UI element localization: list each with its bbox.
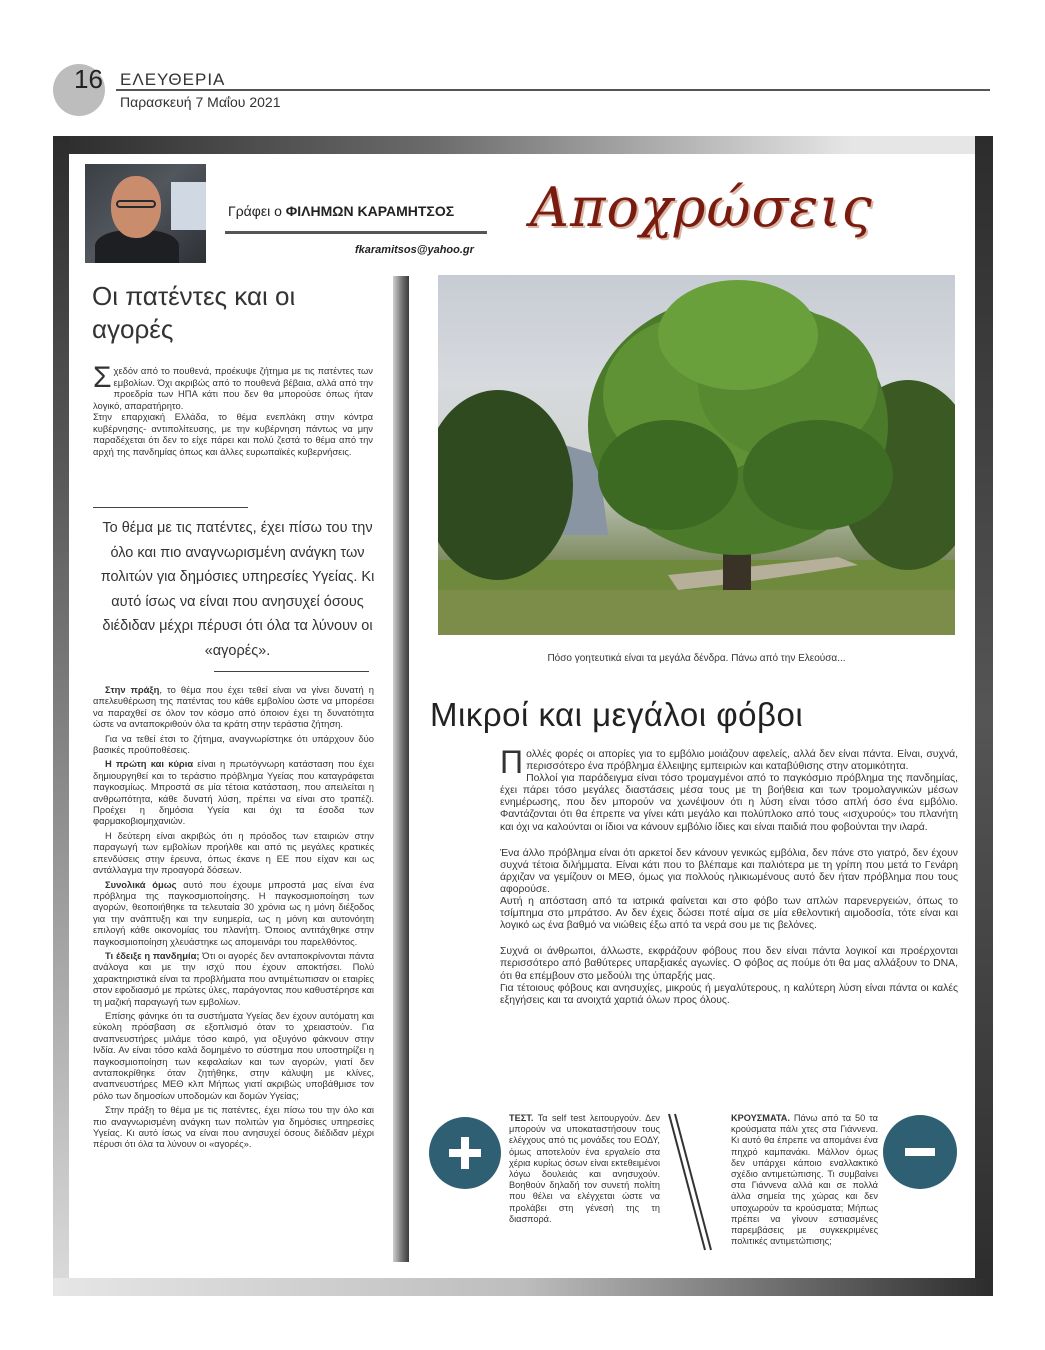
cases-box-inset [731, 1113, 878, 1247]
test-text: Τα self test λειτουργούν. Δεν μπορούν να υποκαταστήσουν τους ελέγχους από τις μονάδες του ΕΟΔΥ, όμως αποτελούν ένα εργαλείο στα χέρια κυρίως όσων είναι εκτεθειμένοι λόγω δουλειάς και ανησυχούν. Βοηθούν δηλαδή τον συνετή πολίτη που θέλει να ελέγχεται ώστε να προλάβει στη γένεσή της τη διασπορά. [509, 1113, 661, 1224]
paragraph-lead-bold: Συνολικά όμως [105, 878, 177, 890]
byline-rule [225, 231, 487, 234]
test-box [429, 1113, 660, 1225]
paragraph: Επίσης φάνηκε ότι τα συστήματα Υγείας δεν έχουν αυτόματη και εύκολη πρόσβαση σε εξοπλισμό όταν το χρειαστούν. Για αναπνευστήρες μιλάμε τόσο καιρό, για οξυγόνο φάκνουν στην Ινδία. Αν είναι τόσο καλά δομημένο το σύστημα που υποστηρίζει η παγκοσμιοποίηση των κεφαλαίων και των αγορών, γιατί δεν ανταποκρίθηκε όταν ζητήθηκε, στην κάλυψη με κλίνες, αναπνευστήρες ΜΕΘ κλπ Μήπως γιατί ακριβώς υποβάθμισε τον ρόλο των δημοσίων υποδομών και δομών Υγείας; [93, 1009, 374, 1101]
paragraph-text: Συχνά οι άνθρωποι, άλλωστε, εκφράζουν φόβους που δεν είναι πάντα λογικοί και προέρχονται περισσότερο από βαθύτερες υπαρξιακές αγωνίες. Ο φόβος ας πούμε ότι θα μας αλλάξουν το DNA, ότι θα επέμβουν στο μεδούλι της ύπαρξής μας. [500, 946, 958, 982]
page-number: 16 [74, 64, 103, 94]
left-article-body [93, 684, 374, 1153]
right-article-body [500, 744, 958, 1021]
divider-slashes-icon [665, 1112, 715, 1252]
paragraph [500, 946, 958, 1006]
paragraph-text: Αυτή η απόσταση από τα ιατρικά φαίνεται και στο φόβο των απλών παρενεργειών, όπως το τσίμπημα στο μπράτσο. Αν δεν έχεις δώσει ποτέ αίμα σε μία εθελοντική αιμοδοσία, τότε είναι και λογικό ως ένα βαθμό να νιώθεις έξω από τα νερά σου με τις βελόνες. [500, 896, 958, 932]
right-dropcap: Π [500, 744, 524, 780]
column-separator [393, 276, 409, 1262]
tree-illustration [438, 275, 955, 635]
byline [228, 203, 454, 219]
left-article-lead [93, 361, 373, 457]
lead-dropcap: Σ [93, 361, 112, 394]
paragraph [93, 950, 374, 1007]
frame-bottom-bar [53, 1278, 993, 1296]
paragraph-text: Πολλοί για παράδειγμα είναι τόσο τρομαγμένοι από το παγκόσμιο πρόβλημα της πανδημίας, έχει πάρει τόσο μεγάλες διαστάσεις μέσα τους με τη βοήθεια και των τρομολαγνικών μέσων ενημέρωσης, που δεν μπορούν να χωνέψουν ότι η λύση είναι τόσο απλή όσο ένα εμβόλιο. Φαντάζονται ότι θα έπρεπε να γίνει κάτι μεγάλο και πολύπλοκο από τους «ισχυρούς» του πλανήτη και όχι να καλούνται οι ίδιοι να κάνουν εμβόλιο ίδιες και είναι παιδιά που φοβούνται την ιλαρά. [500, 773, 958, 833]
paragraph-lead-bold: Στην πράξη [105, 684, 160, 695]
lead-text: χεδόν από το πουθενά, προέκυψε ζήτημα με τις πατέντες των εμβολίων. Όχι ακριβώς από το πουθενά βέβαια, αλλά από την προεδρία των ΗΠΑ κάτι που δεν θα μπορούσε όπως ήταν λογικό, απαρατήρητο. [93, 365, 373, 411]
paragraph: Για να τεθεί έτσι το ζήτημα, αναγνωρίστηκε ότι υπάρχουν δύο βασικές προϋποθέσεις. [93, 732, 374, 756]
right-article-title: Μικροί και μεγάλοι φόβοι [430, 696, 804, 733]
paragraph-text: Ένα άλλο πρόβλημα είναι ότι αρκετοί δεν κάνουν γενικώς εμβόλια, δεν πάνε στο γιατρό, δεν έχουν συχνά τέτοια διλήμματα. Είναι κάτι που το βλέπαμε και παλιότερα με τη γρίπη που μετά το Γενάρη άρχιζαν να γεμίζουν οι ΜΕΘ, όμως για πολλούς ηλικιωμένους αυτό δεν ήταν πρόβλημα που τους αφορούσε. [500, 847, 958, 895]
frame-left-bar [53, 136, 69, 1296]
test-box-inset [509, 1113, 660, 1225]
paragraph [93, 879, 374, 947]
pullquote-rule-top [93, 507, 248, 508]
cases-label: ΚΡΟΥΣΜΑΤΑ. [731, 1113, 790, 1123]
paragraph-text: Για τέτοιους φόβους και ανησυχίες, μικρούς ή μεγαλύτερους, η καλύτερη λύση είναι πάντα οι καλές εξηγήσεις και τα ανοιχτά χαρτιά όλων προς όλους. [500, 982, 958, 1006]
pullquote-rule-bottom [214, 671, 369, 672]
tree-photo [438, 275, 955, 635]
paragraph-text: , το θέμα που έχει τεθεί είναι να γίνει δυνατή η απελευθέρωση της πατέντας του κάθε εμβολίου ώστε να μπορέσει να παραχθεί σε όλον τον κόσμο από όποιον έχει τη δυνατότητα ώστε να ανταποκριθούν όλα τα κράτη στην τεράστια ζήτηση. [93, 684, 374, 730]
paragraph: Στην πράξη το θέμα με τις πατέντες, έχει πίσω του την όλο και πιο αναγνωρισμένη ανάγκη των πολιτών για δημόσιες υπηρεσίες Υγείας. Κι αυτό ίσως να είναι που ανησυχεί όσους διέδιδαν μέχρι πέρυσι ότι όλα τα λύνουν οι «αγορές». [93, 1104, 374, 1150]
frame-top-bar [53, 136, 993, 154]
paragraph-text: αυτό που έχουμε μπροστά μας είναι ένα πρόβλημα της παγκοσμιοποίησης. Η παγκοσμιοποίηση των αγορών, θεοποιήθηκε τα τελευταία 30 χρόνια ως η μόνη διέξοδος για την ανάπτυξη και την ευημερία, ως η μόνη και αυτονόητη επιλογή κάθε οικονομίας του πλανήτη. Όποιος αντιτάχθηκε στην παγκοσμιοποίηση χλευάστηκε ως απομεινάρι του παρελθόντος. [93, 878, 374, 947]
issue-date: Παρασκευή 7 Μαΐου 2021 [120, 94, 281, 110]
cases-box [731, 1113, 958, 1247]
paragraph-text: Ότι οι αγορές δεν ανταποκρίνονται πάντα ανάλογα και με την ισχύ που έχουν αποκτήσει. Πολύ χαρακτηριστικά είναι τα προβλήματα που αντιμέτωπισαν οι εταιρίες στον εφοδιασμό με πρώτες ύλες, παράγοντας που καθυστέρησε και τη μαζική παραγωγή των εμβολίων. [93, 949, 374, 1007]
cases-text: Πάνω από τα 50 τα κρούσματα πάλι χτες στα Γιάννενα. Κι αυτό θα έπρεπε να απομάνει ένα πηχρό καμπανάκι. Μάλλον όμως δεν υπάρχει κάποιο εναλλακτικό σχέδιο αντιμετώπισης. Τι συμβαίνει στα Γιάννενα αλλά και σε πολλά άλλα σημεία της χώρας και δεν υποχωρούν τα κρούσματα; Μήπως πρέπει να γίνουν εστιασμένες παρεμβάσεις με συγκεκριμένες πολιτικές αντιμετώπισης; [731, 1113, 878, 1247]
photo-caption: Πόσο γοητευτικά είναι τα μεγάλα δένδρα. Πάνω από την Ελεούσα... [547, 653, 846, 664]
author-email[interactable]: fkaramitsos@yahoo.gr [355, 244, 474, 256]
paragraph-lead-bold: Τι έδειξε η πανδημία; [105, 949, 200, 961]
pullquote: Το θέμα με τις πατέντες, έχει πίσω του την όλο και πιο αναγνωρισμένη ανάγκη των πολιτών για δημόσιες υπηρεσίες Υγείας. Κι αυτό ίσως να είναι που ανησυχεί όσους διέδιδαν μέχρι πέρυσι ότι όλα τα λύνουν οι «αγορές». [100, 520, 375, 659]
test-label: ΤΕΣΤ. [509, 1113, 534, 1123]
lead-text-2: Στην επαρχιακή Ελλάδα, το θέμα ενεπλάκη στην κόντρα κυβέρνησης- αντιπολίτευσης, με την κυβέρνηση πάντως να μην παραδέχεται ότι δεν το είχε πάρει και πολύ ζεστά το θέμα από την αρχή της πανδημίας όπως και άλλες ευρωπαϊκές κυβερνήσεις. [93, 411, 373, 457]
paragraph [93, 758, 374, 826]
glasses-shape [116, 200, 156, 208]
paragraph: Η δεύτερη είναι ακριβώς ότι η πρόοδος των εταιριών στην παραγωγή των εμβολίων προήλθε και από τις μεγάλες κρατικές επενδύσεις στην έρευνα, όπως έκανε η ΕΕ που είχαν και ως αντάλλαγμα την προαγορά δόσεων. [93, 829, 374, 876]
paragraph-text: ολλές φορές οι απορίες για το εμβόλιο μοιάζουν αφελείς, αλλά δεν είναι πάντα. Είναι, συχνά, περισσότερο ένα πρόβλημα έλλειψης εμπειριών και καταβύθισης στην ατομικότητα. [526, 749, 958, 773]
column-logo: Αποχρώσεις [530, 176, 873, 239]
author-name: ΦΙΛΗΜΩΝ ΚΑΡΑΜΗΤΣΟΣ [285, 203, 455, 219]
newspaper-name: ΕΛΕΥΘΕΡΙΑ [120, 70, 226, 89]
byline-prefix: Γράφει ο [228, 203, 282, 219]
paragraph [93, 684, 374, 730]
author-photo [85, 164, 206, 263]
paragraph [500, 744, 958, 834]
paragraph [500, 848, 958, 933]
header-rule [116, 89, 990, 91]
paragraph-lead-bold: Η πρώτη και κύρια [105, 758, 194, 770]
paragraph-text: είναι η πρωτόγνωρη κατάσταση που έχει δημιουργηθεί και το τεράστιο πρόβλημα Υγείας που καταγράφεται παγκοσμίως. Μπροστά σε μία τέτοια κατάσταση, που απειλείται η ανθρωπότητα, κάθε δυνατή λύση, πρέπει να είναι στο τραπέζι. Προέχει η δημόσια Υγεία και όχι τα έσοδα των φαρμακοβιομηχανιών. [93, 758, 374, 827]
left-article-title: Οι πατέντες και οι αγορές [92, 281, 296, 344]
monitor-shape [171, 182, 206, 230]
frame-right-bar [975, 136, 993, 1296]
